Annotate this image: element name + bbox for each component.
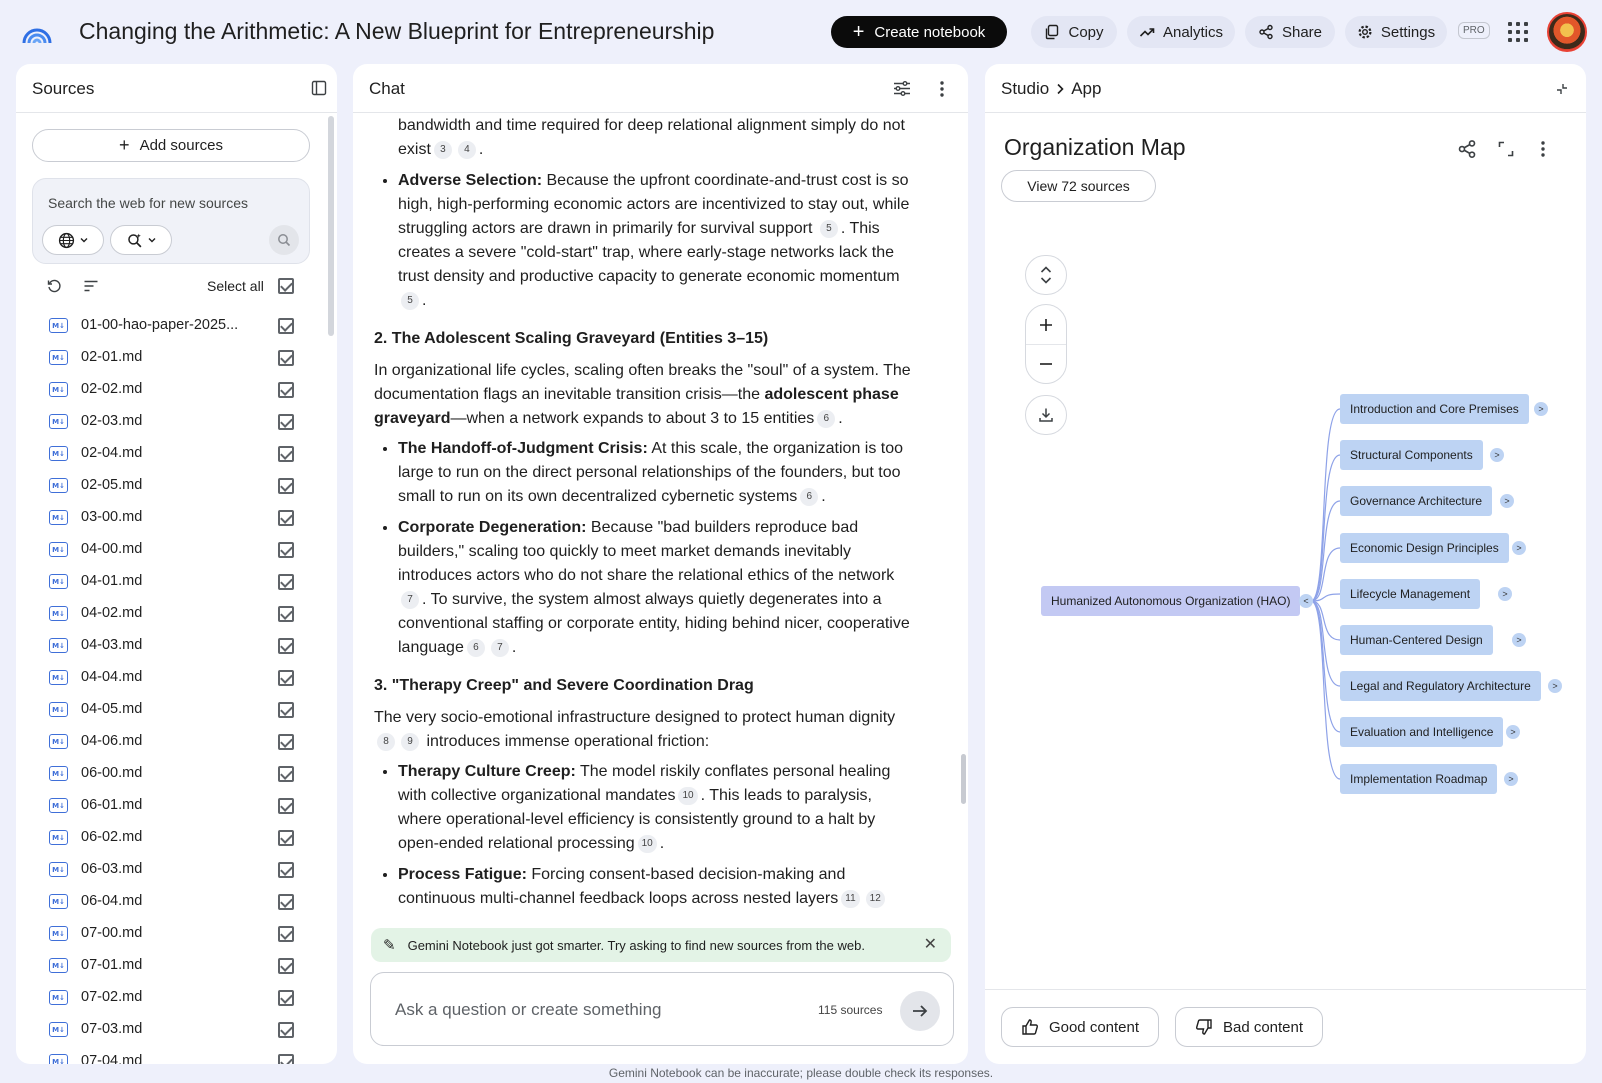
paragraph: In organizational life cycles, scaling often breaks the "soul" of a system. The documentation flags an inevitable transition crisis—the adolescent phase graveyard—when a network expands to about 3 to 15 entities 6 . [374, 362, 911, 427]
chevron-down-icon [147, 235, 157, 245]
app-header [0, 0, 1602, 64]
response-list-2 [374, 437, 912, 660]
mind-map-child-node[interactable]: Structural Components [1340, 440, 1483, 470]
chat-response [374, 114, 912, 918]
markdown-file-icon: M↓ [49, 382, 68, 397]
mind-map-child-node[interactable]: Economic Design Principles [1340, 533, 1509, 563]
source-checkbox[interactable] [278, 958, 294, 974]
source-name: 07-03.md [81, 1021, 143, 1037]
citation-chip[interactable]: 10 [678, 787, 697, 805]
source-item[interactable] [16, 918, 321, 950]
notebook-title[interactable]: Changing the Arithmetic: A New Blueprint for Entrepreneurship [79, 18, 715, 44]
source-checkbox[interactable] [278, 638, 294, 654]
markdown-file-icon: M↓ [49, 606, 68, 621]
citation-chip[interactable]: 5 [820, 220, 838, 238]
markdown-file-icon: M↓ [49, 702, 68, 717]
citation-chip[interactable]: 7 [491, 639, 509, 657]
list-item: bandwidth and time required for deep relational alignment simply do not exist 3 4 . [398, 117, 905, 158]
source-checkbox[interactable] [278, 542, 294, 558]
breadcrumb-studio[interactable]: Studio [1001, 79, 1050, 98]
markdown-file-icon: M↓ [49, 798, 68, 813]
markdown-file-icon: M↓ [49, 830, 68, 845]
markdown-file-icon: M↓ [49, 542, 68, 557]
sources-header [16, 64, 337, 113]
source-checkbox[interactable] [278, 606, 294, 622]
good-content-button[interactable] [1001, 1007, 1159, 1047]
settings-label: Settings [1380, 23, 1436, 41]
source-checkbox[interactable] [278, 1022, 294, 1038]
search-source-dropdown[interactable] [42, 225, 104, 255]
avatar[interactable] [1547, 12, 1587, 52]
child-expand-toggle[interactable]: > [1490, 448, 1504, 462]
markdown-file-icon: M↓ [49, 926, 68, 941]
chevron-down-icon [79, 235, 89, 245]
web-search-input[interactable]: Search the web for new sources [48, 195, 248, 211]
markdown-file-icon: M↓ [49, 1054, 68, 1064]
more-vert-icon[interactable] [939, 80, 945, 98]
source-list-toolbar [16, 268, 321, 302]
source-name: 06-02.md [81, 829, 143, 845]
share-button[interactable] [1245, 16, 1335, 48]
source-item[interactable] [16, 342, 321, 374]
source-item[interactable] [16, 438, 321, 470]
source-checkbox[interactable] [278, 862, 294, 878]
sources-scrollbar[interactable] [328, 116, 334, 336]
source-item[interactable] [16, 758, 321, 790]
source-name: 02-01.md [81, 349, 143, 365]
notice-text: Gemini Notebook just got smarter. Try asking to find new sources from the web. [407, 937, 865, 953]
source-name: 04-03.md [81, 637, 143, 653]
source-item[interactable] [16, 630, 321, 662]
markdown-file-icon: M↓ [49, 574, 68, 589]
list-item: • Adverse Selection: Because the upfront coordinate-and-trust cost is so high, high-performing economic actors are incentivized to stay out, while struggling actors are drawn in primarily for survival support 5 . This creates a severe "cold-start" trap, where early-stage networks lack the trust density and productive capacity to generate economic momentum5 . [398, 169, 912, 313]
mind-map-child-node[interactable]: Evaluation and Intelligence [1340, 717, 1503, 747]
source-checkbox[interactable] [278, 350, 294, 366]
apps-grid-icon[interactable] [1508, 22, 1528, 42]
copy-button[interactable] [1031, 16, 1117, 48]
chat-header [353, 64, 968, 113]
source-name: 02-02.md [81, 381, 143, 397]
mind-map-link [1311, 501, 1340, 601]
studio-panel [985, 64, 1586, 1064]
plus-icon: + [119, 135, 130, 155]
source-count: 115 sources [818, 1003, 883, 1017]
source-name: 06-00.md [81, 765, 143, 781]
add-sources-button[interactable] [32, 129, 310, 162]
send-button[interactable] [900, 991, 940, 1031]
source-item[interactable] [16, 1014, 321, 1046]
child-expand-toggle[interactable]: > [1500, 494, 1514, 508]
response-list-3 [374, 760, 912, 911]
list-item: • Process Fatigue: Forcing consent-based decision-making and continuous multi-channel feedback loops across nested layers 11 12 [398, 863, 912, 911]
markdown-file-icon: M↓ [49, 894, 68, 909]
source-checkbox[interactable] [278, 990, 294, 1006]
share-icon [1258, 24, 1274, 40]
source-name: 04-02.md [81, 605, 143, 621]
source-name: 06-04.md [81, 893, 143, 909]
refresh-icon[interactable] [46, 278, 62, 294]
markdown-file-icon: M↓ [49, 446, 68, 461]
source-name: 04-01.md [81, 573, 143, 589]
good-content-label: Good content [1048, 1018, 1140, 1036]
source-name: 07-04.md [81, 1053, 143, 1064]
mind-map-child-node[interactable]: Governance Architecture [1340, 486, 1492, 516]
collapse-panel-icon[interactable] [311, 80, 327, 96]
sources-panel [16, 64, 337, 1064]
trending-up-icon [1139, 24, 1155, 40]
source-checkbox[interactable] [278, 382, 294, 398]
markdown-file-icon: M↓ [49, 958, 68, 973]
mind-map-child-node[interactable]: Legal and Regulatory Architecture [1340, 671, 1541, 701]
bad-content-button[interactable] [1175, 1007, 1323, 1047]
markdown-file-icon: M↓ [49, 318, 68, 333]
mind-map-child-node[interactable]: Human-Centered Design [1340, 625, 1493, 655]
source-checkbox[interactable] [278, 1054, 294, 1064]
source-name: 06-03.md [81, 861, 143, 877]
source-item[interactable] [16, 406, 321, 438]
markdown-file-icon: M↓ [49, 670, 68, 685]
citation-chip[interactable]: 11 [841, 890, 859, 908]
mind-map-link [1311, 601, 1340, 686]
globe-icon [58, 232, 75, 249]
view-sources-button[interactable]: View 72 sources [1001, 170, 1156, 202]
source-item[interactable] [16, 310, 321, 342]
tune-icon[interactable] [893, 80, 911, 97]
sort-icon[interactable] [83, 279, 99, 293]
map-title: Organization Map [1004, 134, 1186, 160]
source-name: 07-01.md [81, 957, 143, 973]
mind-map-child-node[interactable]: Lifecycle Management [1340, 579, 1480, 609]
disclaimer-text: Gemini Notebook can be inaccurate; please double check its responses. [608, 1066, 994, 1080]
source-checkbox[interactable] [278, 574, 294, 590]
source-checkbox[interactable] [278, 318, 294, 334]
search-icon [277, 233, 291, 247]
citation-chip[interactable]: 4 [458, 141, 476, 159]
add-sources-label: Add sources [139, 137, 223, 154]
markdown-file-icon: M↓ [49, 1022, 68, 1037]
source-checkbox[interactable] [278, 670, 294, 686]
citation-chip[interactable]: 12 [866, 890, 885, 908]
source-checkbox[interactable] [278, 510, 294, 526]
markdown-file-icon: M↓ [49, 350, 68, 365]
citation-chip[interactable]: 10 [638, 835, 657, 853]
child-expand-toggle[interactable]: > [1534, 402, 1548, 416]
thumbs-down-icon [1195, 1018, 1213, 1036]
bad-content-label: Bad content [1222, 1018, 1304, 1036]
source-checkbox[interactable] [278, 414, 294, 430]
source-name: 04-05.md [81, 701, 143, 717]
chat-panel [353, 64, 968, 1064]
source-name: 02-05.md [81, 477, 143, 493]
source-item[interactable] [16, 726, 321, 758]
source-item[interactable] [16, 822, 321, 854]
source-checkbox[interactable] [278, 830, 294, 846]
child-expand-toggle[interactable]: > [1512, 633, 1526, 647]
source-item[interactable] [16, 598, 321, 630]
mind-map-link [1311, 548, 1340, 601]
share-label: Share [1281, 23, 1323, 41]
source-checkbox[interactable] [278, 894, 294, 910]
mind-map-child-node[interactable]: Implementation Roadmap [1340, 764, 1497, 794]
mind-map-child-node[interactable]: Introduction and Core Premises [1340, 394, 1529, 424]
citation-chip[interactable]: 8 [377, 733, 395, 751]
child-expand-toggle[interactable]: > [1498, 587, 1512, 601]
chat-input-box [370, 972, 954, 1046]
source-item[interactable] [16, 470, 321, 502]
source-name: 06-01.md [81, 797, 143, 813]
chat-scrollbar[interactable] [961, 754, 966, 804]
citation-chip[interactable]: 6 [817, 410, 835, 428]
section-heading: 2. The Adolescent Scaling Graveyard (Entities 3–15) [374, 330, 769, 347]
mind-map-root-node[interactable]: Humanized Autonomous Organization (HAO) [1041, 586, 1300, 616]
chat-title: Chat [369, 79, 405, 98]
source-item[interactable] [16, 982, 321, 1014]
root-collapse-toggle[interactable]: < [1299, 594, 1313, 608]
child-expand-toggle[interactable]: > [1512, 541, 1526, 555]
magic-wand-icon: ✎ [383, 937, 396, 954]
copy-icon [1044, 24, 1060, 40]
mind-map-links [985, 64, 1586, 989]
citation-chip[interactable]: 7 [401, 591, 419, 609]
source-name: 07-00.md [81, 925, 143, 941]
breadcrumb-app: App [1071, 79, 1102, 98]
section-heading: 3. "Therapy Creep" and Severe Coordination Drag [374, 677, 754, 694]
source-name: 02-04.md [81, 445, 143, 461]
web-search-submit-button[interactable] [269, 225, 299, 255]
source-checkbox[interactable] [278, 702, 294, 718]
pro-badge: PRO [1458, 22, 1490, 39]
list-item: • Therapy Culture Creep: The model riskily conflates personal healing with collective organizational mandates 10 . This leads to paralysis, where operational-level efficiency is consistently ground to a halt by open-ended relational processing 10 . [398, 760, 912, 856]
child-expand-toggle[interactable]: > [1548, 679, 1562, 693]
source-item[interactable] [16, 566, 321, 598]
source-item[interactable] [16, 534, 321, 566]
arrow-right-icon [910, 1001, 930, 1021]
markdown-file-icon: M↓ [49, 414, 68, 429]
plus-icon: + [852, 21, 865, 43]
select-all-label: Select all [207, 278, 264, 294]
citation-chip[interactable]: 6 [800, 488, 818, 506]
citation-chip[interactable]: 6 [467, 639, 485, 657]
response-list-1 [374, 114, 912, 313]
source-checkbox[interactable] [278, 766, 294, 782]
source-name: 04-06.md [81, 733, 143, 749]
source-checkbox[interactable] [278, 798, 294, 814]
markdown-file-icon: M↓ [49, 734, 68, 749]
child-expand-toggle[interactable]: > [1506, 725, 1520, 739]
source-checkbox[interactable] [278, 734, 294, 750]
source-name: 04-04.md [81, 669, 143, 685]
citation-chip[interactable]: 5 [401, 292, 419, 310]
select-all-checkbox[interactable] [278, 278, 294, 294]
source-item[interactable] [16, 1046, 321, 1064]
citation-chip[interactable]: 9 [401, 733, 419, 751]
source-checkbox[interactable] [278, 926, 294, 942]
web-search-box [32, 178, 310, 264]
notebook-logo-icon[interactable] [20, 15, 54, 49]
copy-label: Copy [1068, 23, 1104, 41]
source-item[interactable] [16, 662, 321, 694]
markdown-file-icon: M↓ [49, 766, 68, 781]
markdown-file-icon: M↓ [49, 990, 68, 1005]
source-item[interactable] [16, 502, 321, 534]
source-checkbox[interactable] [278, 478, 294, 494]
source-name: 04-00.md [81, 541, 143, 557]
settings-button[interactable] [1345, 16, 1447, 48]
feature-notice [371, 928, 951, 962]
source-name: 01-00-hao-paper-2025... [81, 317, 239, 333]
fast-search-icon [126, 232, 143, 249]
feedback-bar [985, 989, 1586, 1064]
create-notebook-label: Create notebook [874, 23, 986, 41]
list-item: • Corporate Degeneration: Because "bad builders reproduce bad builders," scaling too quickly to meet market demands inevitably introduces actors who do not share the relational ethics of the network7 . To survive, the system almost always quietly degenerates into a conventional staffing or corporate entity, hiding behind nicer, cooperative language 6 7 . [398, 516, 912, 660]
source-list [16, 310, 321, 1064]
analytics-label: Analytics [1162, 23, 1224, 41]
paragraph: The very socio-emotional infrastructure designed to protect human dignity8 9 introduces immense operational friction: [374, 709, 896, 750]
citation-chip[interactable]: 3 [434, 141, 452, 159]
research-mode-dropdown[interactable] [110, 225, 172, 255]
source-name: 07-02.md [81, 989, 143, 1005]
chat-message-area [353, 114, 968, 994]
source-name: 02-03.md [81, 413, 143, 429]
source-item[interactable] [16, 886, 321, 918]
analytics-button[interactable] [1127, 16, 1235, 48]
list-item: • The Handoff-of-Judgment Crisis: At this scale, the organization is too large to run on the direct personal relationships of the founders, but too small to run on its own decentralized cybernetic systems 6 . [398, 437, 912, 509]
source-item[interactable] [16, 374, 321, 406]
markdown-file-icon: M↓ [49, 862, 68, 877]
source-name: 03-00.md [81, 509, 143, 525]
sources-title: Sources [32, 79, 95, 98]
markdown-file-icon: M↓ [49, 510, 68, 525]
source-item[interactable] [16, 950, 321, 982]
chat-input[interactable]: Ask a question or create something [395, 1000, 662, 1019]
create-notebook-button[interactable] [831, 16, 1007, 48]
source-checkbox[interactable] [278, 446, 294, 462]
markdown-file-icon: M↓ [49, 478, 68, 493]
thumbs-up-icon [1021, 1018, 1039, 1036]
child-expand-toggle[interactable]: > [1504, 772, 1518, 786]
markdown-file-icon: M↓ [49, 638, 68, 653]
gear-icon [1357, 24, 1373, 40]
close-icon[interactable]: ✕ [923, 936, 937, 953]
source-item[interactable] [16, 694, 321, 726]
source-item[interactable] [16, 854, 321, 886]
source-item[interactable] [16, 790, 321, 822]
